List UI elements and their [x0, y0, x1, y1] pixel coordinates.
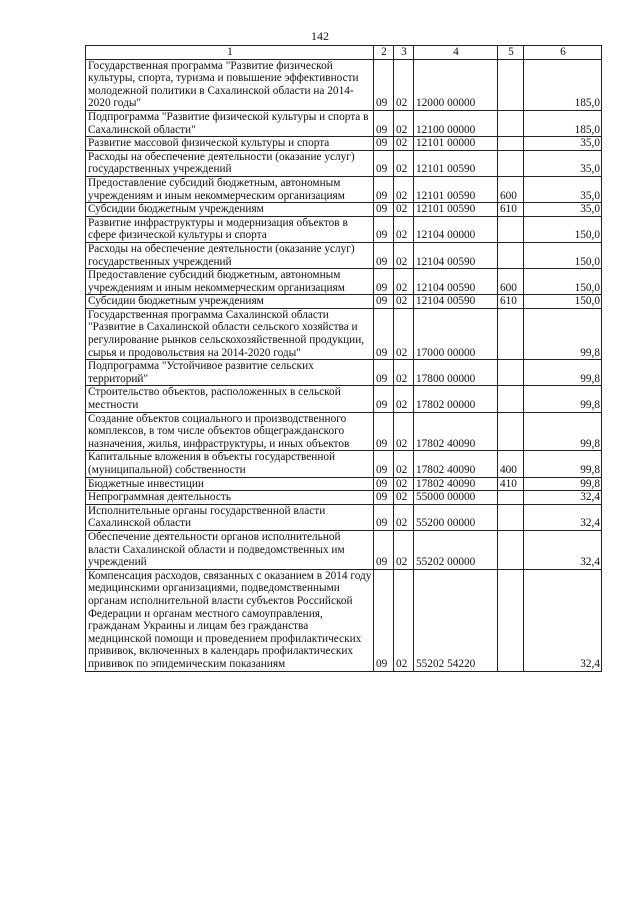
row-amount: 99,8: [524, 477, 602, 491]
budget-table: [85, 45, 602, 672]
row-amount: 99,8: [524, 360, 602, 386]
row-amount: 150,0: [524, 269, 602, 295]
row-section: 09: [374, 386, 394, 412]
row-expense-type: 610: [498, 203, 524, 217]
row-expense-type: [498, 216, 524, 242]
row-expense-type: 600: [498, 269, 524, 295]
row-target-article: 12104 00000: [414, 216, 498, 242]
row-amount: 99,8: [524, 386, 602, 412]
row-expense-type: [498, 308, 524, 359]
row-amount: 35,0: [524, 150, 602, 176]
row-name: Бюджетные инвестиции: [86, 477, 374, 491]
row-subsection: 02: [394, 137, 414, 151]
row-target-article: 55202 54220: [414, 569, 498, 671]
table-row: [86, 491, 602, 505]
row-name: Обеспечение деятельности органов исполнительной власти Сахалинской области и подведомственных им учреждений: [86, 530, 374, 569]
row-amount: 99,8: [524, 451, 602, 477]
table-row: [86, 150, 602, 176]
row-expense-type: 600: [498, 176, 524, 202]
row-name: Субсидии бюджетным учреждениям: [86, 203, 374, 217]
row-subsection: 02: [394, 242, 414, 268]
row-subsection: 02: [394, 360, 414, 386]
row-expense-type: [498, 110, 524, 136]
row-subsection: 02: [394, 308, 414, 359]
table-row: [86, 176, 602, 202]
row-name: Подпрограмма "Развитие физической культуры и спорта в Сахалинской области": [86, 110, 374, 136]
row-subsection: 02: [394, 491, 414, 505]
row-subsection: 02: [394, 386, 414, 412]
row-subsection: 02: [394, 269, 414, 295]
table-row: [86, 308, 602, 359]
row-target-article: 12104 00590: [414, 295, 498, 309]
row-name: Развитие массовой физической культуры и спорта: [86, 137, 374, 151]
row-expense-type: [498, 137, 524, 151]
row-expense-type: [498, 569, 524, 671]
header-col-6: 6: [524, 46, 602, 60]
row-target-article: 17000 00000: [414, 308, 498, 359]
row-name: Субсидии бюджетным учреждениям: [86, 295, 374, 309]
row-subsection: 02: [394, 569, 414, 671]
row-section: 09: [374, 150, 394, 176]
table-row: [86, 242, 602, 268]
table-row: [86, 569, 602, 671]
row-section: 09: [374, 530, 394, 569]
row-expense-type: [498, 59, 524, 110]
row-name: Создание объектов социального и производственного комплексов, в том числе объектов общегражданского назначения, жилья, инфраструктуры, и иных объектов: [86, 412, 374, 451]
row-section: 09: [374, 412, 394, 451]
row-amount: 35,0: [524, 137, 602, 151]
row-target-article: 17802 40090: [414, 477, 498, 491]
row-target-article: 12101 00590: [414, 176, 498, 202]
row-section: 09: [374, 59, 394, 110]
row-amount: 35,0: [524, 176, 602, 202]
row-subsection: 02: [394, 451, 414, 477]
row-name: Государственная программа "Развитие физической культуры, спорта, туризма и повышение эффективности молодежной политики в Сахалинской области на 2014-2020 годы": [86, 59, 374, 110]
row-section: 09: [374, 242, 394, 268]
header-col-4: 4: [414, 46, 498, 60]
row-section: 09: [374, 110, 394, 136]
row-target-article: 12101 00590: [414, 150, 498, 176]
row-target-article: 17802 40090: [414, 412, 498, 451]
table-row: [86, 295, 602, 309]
row-target-article: 55200 00000: [414, 504, 498, 530]
row-section: 09: [374, 491, 394, 505]
table-row: [86, 530, 602, 569]
table-row: [86, 386, 602, 412]
table-row: [86, 504, 602, 530]
row-subsection: 02: [394, 150, 414, 176]
row-section: 09: [374, 504, 394, 530]
row-expense-type: [498, 491, 524, 505]
row-subsection: 02: [394, 412, 414, 451]
row-amount: 99,8: [524, 412, 602, 451]
row-name: Государственная программа Сахалинской области "Развитие в Сахалинской области сельского хозяйства и регулирование рынков сельскохозяйственной продукции, сырья и продовольствия на 2014-2020 годы": [86, 308, 374, 359]
table-row: [86, 59, 602, 110]
row-expense-type: [498, 360, 524, 386]
row-target-article: 12104 00590: [414, 269, 498, 295]
row-amount: 35,0: [524, 203, 602, 217]
row-section: 09: [374, 569, 394, 671]
row-amount: 32,4: [524, 569, 602, 671]
row-name: Расходы на обеспечение деятельности (оказание услуг) государственных учреждений: [86, 242, 374, 268]
header-col-2: 2: [374, 46, 394, 60]
row-expense-type: [498, 530, 524, 569]
page-number: 142: [311, 29, 329, 43]
row-amount: 185,0: [524, 110, 602, 136]
row-expense-type: 400: [498, 451, 524, 477]
row-section: 09: [374, 295, 394, 309]
row-amount: 185,0: [524, 59, 602, 110]
row-subsection: 02: [394, 59, 414, 110]
row-subsection: 02: [394, 203, 414, 217]
row-target-article: 12000 00000: [414, 59, 498, 110]
table-row: [86, 110, 602, 136]
row-amount: 32,4: [524, 504, 602, 530]
row-subsection: 02: [394, 477, 414, 491]
row-section: 09: [374, 176, 394, 202]
row-target-article: 12100 00000: [414, 110, 498, 136]
row-target-article: 55202 00000: [414, 530, 498, 569]
row-amount: 99,8: [524, 308, 602, 359]
row-name: Предоставление субсидий бюджетным, автономным учреждениям и иным некоммерческим организациям: [86, 269, 374, 295]
row-subsection: 02: [394, 216, 414, 242]
row-target-article: 17802 40090: [414, 451, 498, 477]
table-row: [86, 203, 602, 217]
row-expense-type: [498, 386, 524, 412]
row-subsection: 02: [394, 295, 414, 309]
row-section: 09: [374, 137, 394, 151]
row-amount: 32,4: [524, 491, 602, 505]
row-target-article: 17800 00000: [414, 360, 498, 386]
row-subsection: 02: [394, 530, 414, 569]
row-section: 09: [374, 269, 394, 295]
header-col-3: 3: [394, 46, 414, 60]
row-target-article: 12104 00590: [414, 242, 498, 268]
row-expense-type: 610: [498, 295, 524, 309]
row-amount: 150,0: [524, 242, 602, 268]
row-section: 09: [374, 360, 394, 386]
row-subsection: 02: [394, 504, 414, 530]
table-row: [86, 477, 602, 491]
row-target-article: 12101 00590: [414, 203, 498, 217]
row-section: 09: [374, 216, 394, 242]
row-section: 09: [374, 477, 394, 491]
row-section: 09: [374, 308, 394, 359]
row-expense-type: [498, 150, 524, 176]
row-name: Непрограммная деятельность: [86, 491, 374, 505]
row-target-article: 17802 00000: [414, 386, 498, 412]
row-subsection: 02: [394, 176, 414, 202]
row-section: 09: [374, 451, 394, 477]
table-row: [86, 269, 602, 295]
row-amount: 32,4: [524, 530, 602, 569]
row-name: Подпрограмма "Устойчивое развитие сельских территорий": [86, 360, 374, 386]
row-expense-type: [498, 412, 524, 451]
row-subsection: 02: [394, 110, 414, 136]
row-amount: 150,0: [524, 295, 602, 309]
row-expense-type: 410: [498, 477, 524, 491]
row-name: Строительство объектов, расположенных в сельской местности: [86, 386, 374, 412]
row-name: Предоставление субсидий бюджетным, автономным учреждениям и иным некоммерческим организациям: [86, 176, 374, 202]
table-row: [86, 137, 602, 151]
row-name: Развитие инфраструктуры и модернизация объектов в сфере физической культуры и спорта: [86, 216, 374, 242]
header-col-5: 5: [498, 46, 524, 60]
table-row: [86, 412, 602, 451]
row-expense-type: [498, 504, 524, 530]
row-target-article: 12101 00000: [414, 137, 498, 151]
row-name: Капитальные вложения в объекты государственной (муниципальной) собственности: [86, 451, 374, 477]
row-name: Исполнительные органы государственной власти Сахалинской области: [86, 504, 374, 530]
table-row: [86, 360, 602, 386]
row-name: Расходы на обеспечение деятельности (оказание услуг) государственных учреждений: [86, 150, 374, 176]
table-row: [86, 451, 602, 477]
table-row: [86, 216, 602, 242]
header-col-1: 1: [86, 46, 374, 60]
row-amount: 150,0: [524, 216, 602, 242]
row-name: Компенсация расходов, связанных с оказанием в 2014 году медицинскими организациями, подведомственными органам исполнительной власти субъектов Российской Федерации и органам местного самоуправления, гражданам Украины и лицам без гражданства медицинской помощи и проведением профилактических прививок, включенных в календарь профилактических прививок по эпидемическим показаниям: [86, 569, 374, 671]
row-section: 09: [374, 203, 394, 217]
row-target-article: 55000 00000: [414, 491, 498, 505]
row-expense-type: [498, 242, 524, 268]
table-header-row: [86, 46, 602, 60]
